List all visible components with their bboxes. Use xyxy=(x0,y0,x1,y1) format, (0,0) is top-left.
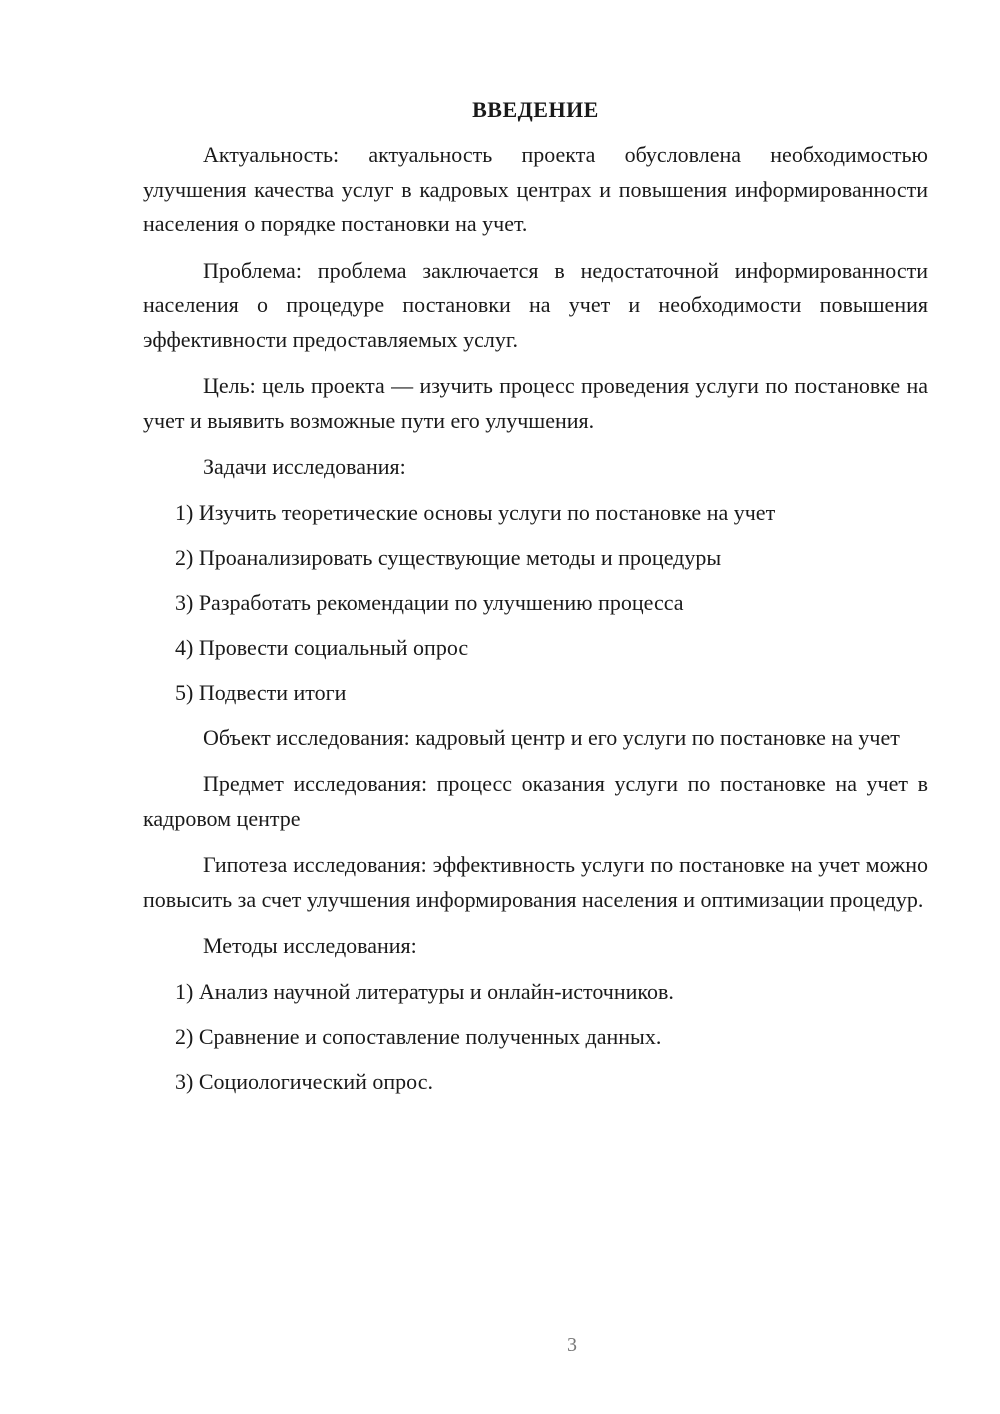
list-item: 2) Сравнение и сопоставление полученных данных. xyxy=(175,1023,662,1049)
relevance-paragraph: Актуальность: актуальность проекта обусловлена необходимостью улучшения качества услуг в кадровых центрах и повышения информированности населения о порядке постановки на учет. xyxy=(143,142,928,236)
subject-paragraph: Предмет исследования: процесс оказания услуги по постановке на учет в кадровом центре xyxy=(143,771,928,831)
page-number: 3 xyxy=(567,1334,577,1356)
list-item: 1) Анализ научной литературы и онлайн-источников. xyxy=(175,978,674,1004)
goal-paragraph: Цель: цель проекта — изучить процесс проведения услуги по постановке на учет и выявить возможные пути его улучшения. xyxy=(143,373,928,433)
methods-label: Методы исследования: xyxy=(203,933,417,958)
list-item: 1) Изучить теоретические основы услуги по постановке на учет xyxy=(175,499,776,525)
tasks-list xyxy=(143,496,928,711)
page-content xyxy=(143,94,928,1110)
list-item: 5) Подвести итоги xyxy=(175,679,347,705)
methods-list xyxy=(143,975,928,1100)
problem-paragraph: Проблема: проблема заключается в недостаточной информированности населения о процедуре постановки на учет и необходимости повышения эффективности предоставляемых услуг. xyxy=(143,257,928,352)
section-title: ВВЕДЕНИЕ xyxy=(472,97,599,122)
tasks-label: Задачи исследования: xyxy=(203,454,406,479)
list-item: 3) Разработать рекомендации по улучшению процесса xyxy=(175,589,684,615)
object-paragraph: Объект исследования: кадровый центр и его услуги по постановке на учет xyxy=(203,724,900,750)
list-item: 2) Проанализировать существующие методы и процедуры xyxy=(175,544,722,570)
list-item: 3) Социологический опрос. xyxy=(175,1068,433,1094)
hypothesis-paragraph: Гипотеза исследования: эффективность услуги по постановке на учет можно повысить за счет улучшения информирования населения и оптимизации процедур. xyxy=(143,852,928,912)
list-item: 4) Провести социальный опрос xyxy=(175,634,469,660)
